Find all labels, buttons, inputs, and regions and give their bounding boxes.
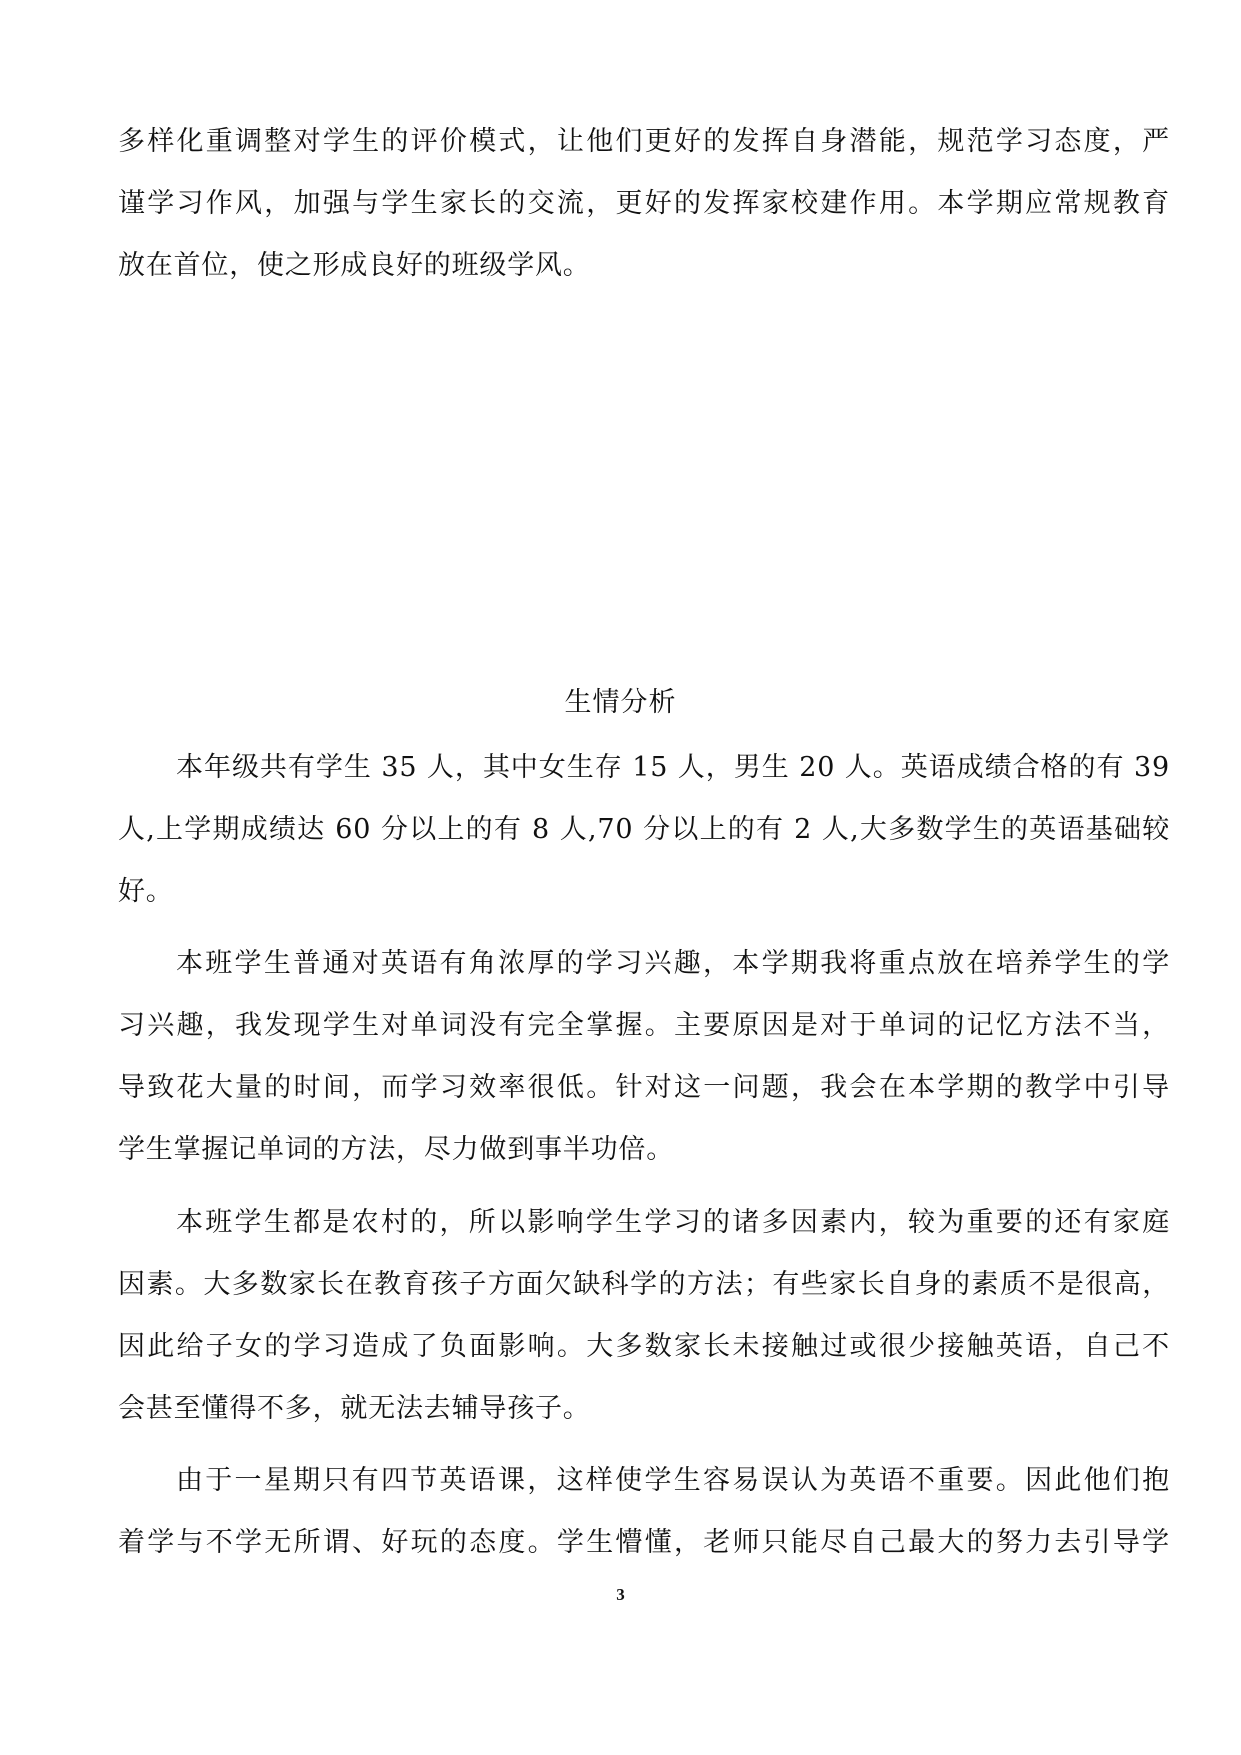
text-line: 好。 xyxy=(118,876,174,907)
text-line: 人,上学期成绩达 60 分以上的有 8 人,70 分以上的有 2 人,大多数学生的英语基础较 xyxy=(118,814,1170,845)
text-line: 谨学习作风，加强与学生家长的交流，更好的发挥家校建作用。本学期应常规教育 xyxy=(118,188,1170,219)
text-line: 多样化重调整对学生的评价模式，让他们更好的发挥自身潜能，规范学习态度，严 xyxy=(118,126,1170,157)
text-line: 本班学生都是农村的，所以影响学生学习的诸多因素内，较为重要的还有家庭 xyxy=(176,1207,1170,1238)
text-line: 本年级共有学生 35 人，其中女生存 15 人，男生 20 人。英语成绩合格的有 39 xyxy=(176,752,1170,783)
text-line: 导致花大量的时间，而学习效率很低。针对这一问题，我会在本学期的教学中引导 xyxy=(118,1072,1170,1103)
text-line: 因此给子女的学习造成了负面影响。大多数家长未接触过或很少接触英语，自己不 xyxy=(118,1331,1170,1362)
text-line: 着学与不学无所谓、好玩的态度。学生懵懂，老师只能尽自己最大的努力去引导学 xyxy=(118,1527,1170,1558)
text-line: 由于一星期只有四节英语课，这样使学生容易误认为英语不重要。因此他们抱 xyxy=(176,1465,1170,1496)
text-line: 习兴趣，我发现学生对单词没有完全掌握。主要原因是对于单词的记忆方法不当， xyxy=(118,1010,1170,1041)
section-title: 生情分析 xyxy=(564,687,677,718)
text-line: 放在首位，使之形成良好的班级学风。 xyxy=(118,250,591,281)
text-line: 本班学生普通对英语有角浓厚的学习兴趣，本学期我将重点放在培养学生的学 xyxy=(176,948,1170,979)
text-line: 因素。大多数家长在教育孩子方面欠缺科学的方法；有些家长自身的素质不是很高， xyxy=(118,1269,1170,1300)
text-line: 会甚至懂得不多，就无法去辅导孩子。 xyxy=(118,1393,591,1424)
text-line: 学生掌握记单词的方法，尽力做到事半功倍。 xyxy=(118,1134,674,1165)
page-number: 3 xyxy=(616,1585,625,1604)
